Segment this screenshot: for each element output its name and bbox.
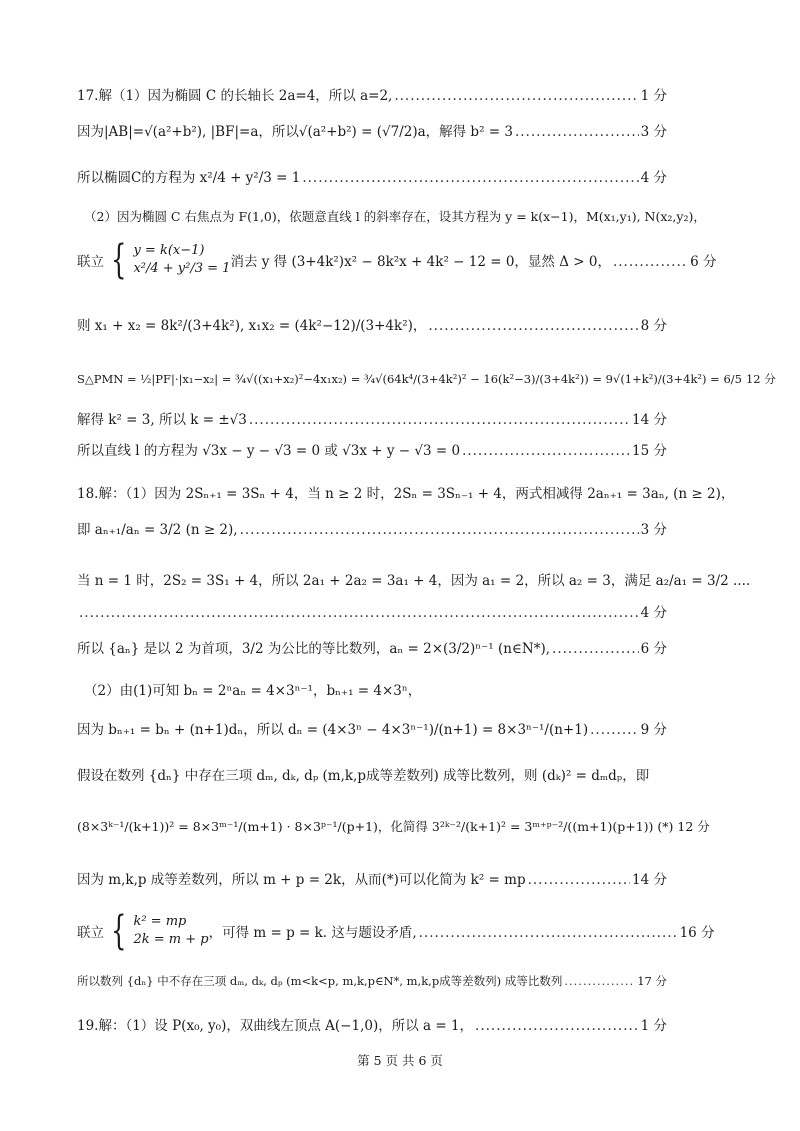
solution-line xyxy=(77,170,667,187)
line-text: 所以直线 l 的方程为 √3x − y − √3 = 0 或 √3x + y − √3 = 0 xyxy=(77,443,461,459)
line-text: 消去 y 得 (3+4k²)x² − 8k²x + 4k² − 12 = 0，显然 Δ > 0， xyxy=(230,254,611,270)
system-label: 联立 xyxy=(77,254,104,270)
score-mark: 1 分 xyxy=(640,88,667,104)
solution-line xyxy=(77,872,667,889)
solution-line xyxy=(77,974,667,988)
solution-line xyxy=(77,605,667,622)
solution-line xyxy=(77,372,776,386)
score-mark: 8 分 xyxy=(640,318,667,334)
line-text: 因为 bₙ₊₁ = bₙ + (n+1)dₙ，所以 dₙ = (4×3ⁿ − 4×3ⁿ⁻¹)/(n+1) = 8×3ⁿ⁻¹/(n+1) xyxy=(77,722,589,738)
score-mark: 4 分 xyxy=(640,605,667,621)
line-text: 17.解（1）因为椭圆 C 的长轴长 2a=4，所以 a=2, xyxy=(77,88,393,104)
solution-line xyxy=(77,722,667,739)
leader-dots xyxy=(302,170,638,187)
solution-line xyxy=(77,88,667,105)
score-mark: 15 分 xyxy=(632,443,667,459)
score-mark: 16 分 xyxy=(679,925,715,941)
solution-line xyxy=(77,1018,667,1035)
leader-dots xyxy=(428,318,638,335)
leader-dots xyxy=(552,641,639,658)
solution-line xyxy=(77,486,735,503)
system-label: 联立 xyxy=(77,925,104,941)
line-text: 则 x₁ + x₂ = 8k²/(3+4k²), x₁x₂ = (4k²−12)/(3+4k²)， xyxy=(77,318,427,334)
system-equation: k² = mp xyxy=(133,913,187,929)
line-text: 假设在数列 {dₙ} 中存在三项 dₘ, dₖ, dₚ (m,k,p成等差数列) 成等比数列，则 (dₖ)² = dₘdₚ，即 xyxy=(77,768,650,784)
solution-line xyxy=(77,641,667,658)
score-mark: 1 分 xyxy=(640,1018,667,1034)
leader-dots xyxy=(240,522,639,539)
line-text: 所以 {aₙ} 是以 2 为首项，3/2 为公比的等比数列，aₙ = 2×(3/2)ⁿ⁻¹ (n∈N*), xyxy=(77,641,551,657)
solution-line xyxy=(77,573,751,590)
line-text: 因为|AB|=√(a²+b²), |BF|=a，所以√(a²+b²) = (√7/2)a，解得 b² = 3 xyxy=(77,124,513,140)
solution-line xyxy=(77,768,667,785)
system-remainder xyxy=(209,921,715,941)
leader-dots xyxy=(79,605,639,622)
score-mark: 14 分 xyxy=(632,872,667,888)
line-text: （2）由(1)可知 bₙ = 2ⁿaₙ = 4×3ⁿ⁻¹，bₙ₊₁ = 4×3ⁿ， xyxy=(84,683,422,699)
line-text: 因为 m,k,p 成等差数列，所以 m + p = 2k，从而(*)可以化简为 k² = mp xyxy=(77,872,526,888)
leader-dots xyxy=(590,722,639,739)
line-text: 即 aₙ₊₁/aₙ = 3/2 (n ≥ 2), xyxy=(77,522,238,538)
leader-dots xyxy=(419,925,678,941)
equation-system xyxy=(77,908,715,954)
score-mark: 14 分 xyxy=(632,412,667,428)
line-text: 所以数列 {dₙ} 中不存在三项 dₘ, dₖ, dₚ (m<k<p, m,k,p∈N*, m,k,p成等差数列) 成等比数列 xyxy=(77,974,563,988)
leader-dots xyxy=(613,254,688,270)
line-text: 18.解：（1）因为 2Sₙ₊₁ = 3Sₙ + 4，当 n ≥ 2 时，2Sₙ = 3Sₙ₋₁ + 4，两式相减得 2aₙ₊₁ = 3aₙ, (n ≥ 2)， xyxy=(77,486,735,502)
solution-line xyxy=(77,412,667,429)
line-text: S△PMN = ½|PF|·|x₁−x₂| = ¾√((x₁+x₂)²−4x₁x₂) = ¾√(64k⁴/(3+4k²)² − 16(k²−3)/(3+4k²)) = 9√(1+k²)/(3+4k²) = 6/5 xyxy=(77,372,742,386)
equation-system xyxy=(77,237,717,283)
score-mark: 3 分 xyxy=(640,522,667,538)
line-text: ，可得 m = p = k. 这与题设矛盾, xyxy=(208,925,417,941)
score-mark: 9 分 xyxy=(640,722,667,738)
system-equation: y = k(x−1) xyxy=(133,242,205,258)
leader-dots xyxy=(249,412,630,429)
solution-line xyxy=(84,683,674,700)
solution-line xyxy=(77,443,667,460)
leader-dots xyxy=(475,1018,639,1035)
score-mark: 4 分 xyxy=(640,170,667,186)
score-mark: 17 分 xyxy=(637,974,667,988)
line-text: 所以椭圆C的方程为 x²/4 + y²/3 = 1 xyxy=(77,170,301,186)
leader-dots xyxy=(564,974,635,988)
score-mark: 12 分 xyxy=(745,372,776,386)
solution-line xyxy=(77,124,667,141)
solution-line xyxy=(77,522,667,539)
leader-dots xyxy=(394,88,638,105)
score-mark: 6 分 xyxy=(640,641,667,657)
solution-line xyxy=(84,209,724,225)
page-footer: 第 5 页 共 6 页 xyxy=(357,1053,443,1068)
line-text: 解得 k² = 3, 所以 k = ±√3 xyxy=(77,412,247,428)
line-text: (8×3ᵏ⁻¹/(k+1))² = 8×3ᵐ⁻¹/(m+1) · 8×3ᵖ⁻¹/(p+1)，化简得 3²ᵏ⁻²/(k+1)² = 3ᵐ⁺ᵖ⁻²/((m+1)(p+1)) (*) xyxy=(77,819,674,834)
system-remainder xyxy=(230,250,716,270)
solution-line xyxy=(77,819,710,835)
line-text: （2）因为椭圆 C 右焦点为 F(1,0)，依题意直线 l 的斜率存在，设其方程为 y = k(x−1)，M(x₁,y₁), N(x₂,y₂)， xyxy=(84,209,706,224)
leader-dots xyxy=(462,443,630,460)
leader-dots xyxy=(528,872,630,889)
system-equations xyxy=(133,913,208,949)
line-text: 19.解：（1）设 P(x₀, y₀)，双曲线左顶点 A(−1,0)，所以 a = 1， xyxy=(77,1018,474,1034)
line-text: 当 n = 1 时，2S₂ = 3S₁ + 4，所以 2a₁ + 2a₂ = 3a₁ + 4，因为 a₁ = 2，所以 a₂ = 3，满足 a₂/a₁ = 3/2 .... xyxy=(77,573,751,589)
system-equations xyxy=(133,242,230,278)
score-mark: 12 分 xyxy=(677,819,710,834)
solution-line xyxy=(77,318,667,335)
brace-icon: { xyxy=(111,908,127,954)
score-mark: 6 分 xyxy=(690,254,717,270)
system-equation: x²/4 + y²/3 = 1 xyxy=(133,261,231,276)
system-equation: 2k = m + p xyxy=(133,932,209,947)
score-mark: 3 分 xyxy=(640,124,667,140)
leader-dots xyxy=(515,124,639,141)
brace-icon: { xyxy=(111,237,127,283)
